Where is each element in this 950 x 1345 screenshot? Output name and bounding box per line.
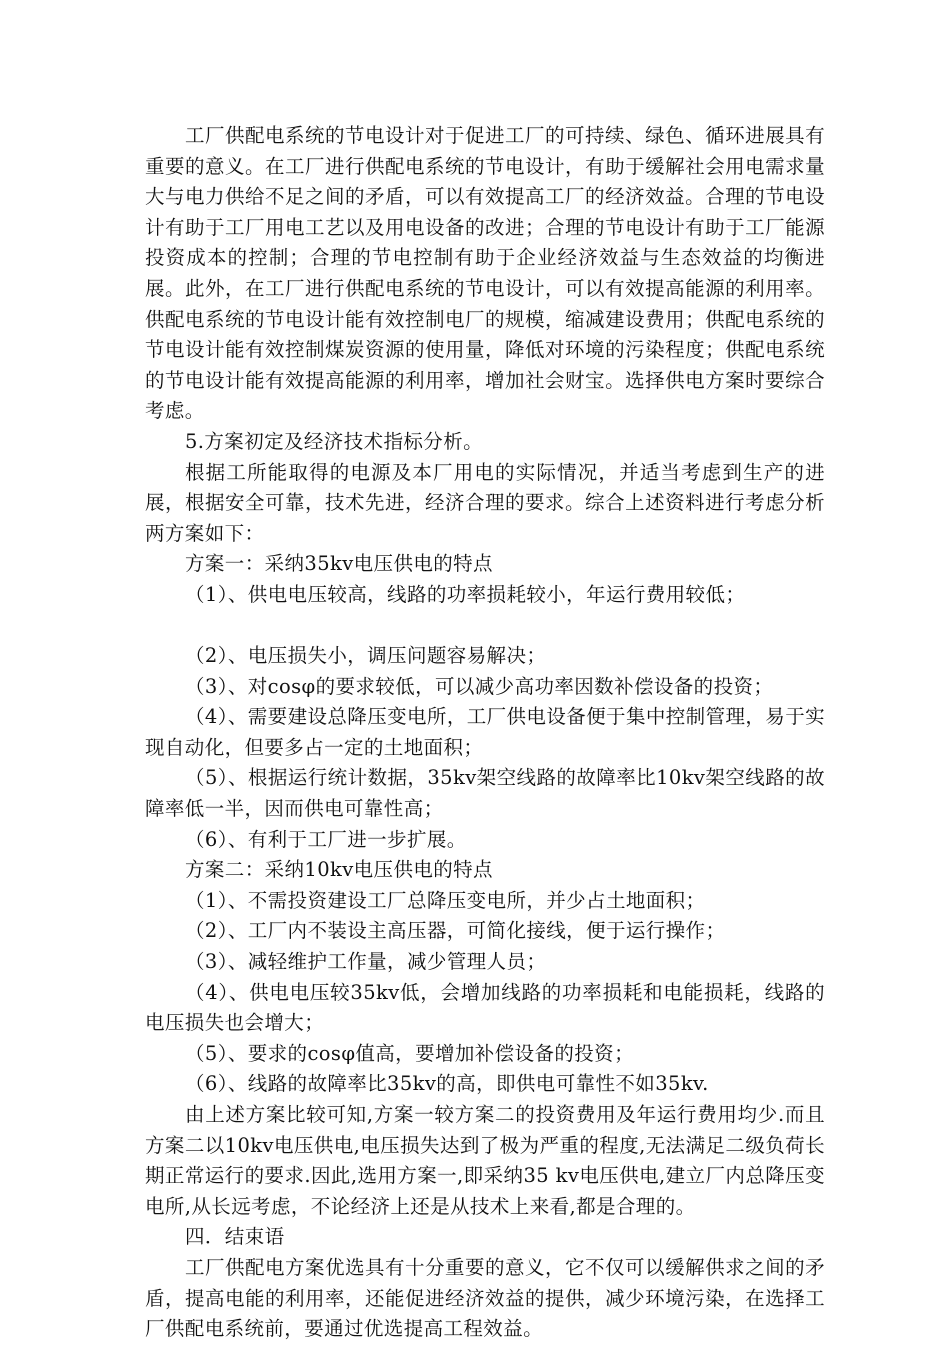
plan-1-item: （4）、需要建设总降压变电所，工厂供电设备便于集中控制管理，易于实现自动化，但要多占一定的土地面积； bbox=[145, 705, 825, 759]
intro-paragraph: 工厂供配电系统的节电设计对于促进工厂的可持续、绿色、循环进展具有重要的意义。在工厂进行供配电系统的节电设计，有助于缓解社会用电需求量大与电力供给不足之间的矛盾，可以有效提高工厂的经济效益。合理的节电设计有助于工厂用电工艺以及用电设备的改进；合理的节电设计有助于工厂能源投资成本的控制；合理的节电控制有助于企业经济效益与生态效益的均衡进展。此外，在工厂进行供配电系统的节电设计，可以有效提高能源的利用率。供配电系统的节电设计能有效控制电厂的规模，缩减建设费用；供配电系统的节电设计能有效控制煤炭资源的使用量，降低对环境的污染程度；供配电系统的节电设计能有效提高能源的利用率，增加社会财宝。选择供电方案时要综合考虑。 bbox=[145, 124, 825, 423]
plan-1-heading: 方案一：采纳35kv电压供电的特点 bbox=[185, 552, 493, 576]
plan-2-item: （3）、减轻维护工作量，减少管理人员； bbox=[185, 950, 547, 974]
closing-paragraph: 工厂供配电方案优选具有十分重要的意义，它不仅可以缓解供求之间的矛盾，提高电能的利用率，还能促进经济效益的提供，减少环境污染，在选择工厂供配电系统前，要通过优选提高工程效益。 bbox=[145, 1255, 825, 1341]
plan-2-item: （1）、不需投资建设工厂总降压变电所，并少占土地面积； bbox=[185, 888, 706, 912]
section-5-intro: 根据工所能取得的电源及本厂用电的实际情况，并适当考虑到生产的进展，根据安全可靠，技术先进，经济合理的要求。综合上述资料进行考虑分析两方案如下： bbox=[145, 460, 825, 545]
section-4-heading: 四．结束语 bbox=[185, 1225, 285, 1249]
plan-1-item: （5）、根据运行统计数据，35kv架空线路的故障率比10kv架空线路的故障率低一半，因而供电可靠性高； bbox=[145, 766, 825, 821]
comparison-conclusion: 由上述方案比较可知,方案一较方案二的投资费用及年运行费用均少.而且方案二以10kv电压供电,电压损失达到了极为严重的程度,无法满足二级负荷长期正常运行的要求.因此,选用方案一,即采纳35 kv电压供电,建立厂内总降压变电所,从长远考虑，不论经济上还是从技术上来看,都是合理的。 bbox=[145, 1103, 825, 1218]
plan-1-item: （1）、供电电压较高，线路的功率损耗较小，年运行费用较低； bbox=[185, 582, 746, 606]
plan-1-item: （2）、电压损失小，调压问题容易解决； bbox=[185, 644, 547, 668]
plan-1-item: （3）、对cosφ的要求较低，可以减少高功率因数补偿设备的投资； bbox=[185, 674, 774, 698]
plan-2-item: （6）、线路的故障率比35kv的高，即供电可靠性不如35kv. bbox=[185, 1072, 709, 1096]
plan-2-item: （2）、工厂内不装设主高压器，可简化接线，便于运行操作； bbox=[185, 919, 726, 943]
plan-2-heading: 方案二：采纳10kv电压供电的特点 bbox=[185, 858, 493, 882]
plan-2-item: （4）、供电电压较35kv低，会增加线路的功率损耗和电能损耗，线路的电压损失也会增大； bbox=[145, 980, 825, 1035]
plan-1-item: （6）、有利于工厂进一步扩展。 bbox=[185, 827, 467, 851]
section-5-heading: 5.方案初定及经济技术指标分析。 bbox=[185, 429, 484, 453]
blank-line bbox=[145, 611, 825, 642]
document-page bbox=[145, 121, 825, 1345]
plan-2-item: （5）、要求的cosφ值高，要增加补偿设备的投资； bbox=[185, 1041, 634, 1065]
